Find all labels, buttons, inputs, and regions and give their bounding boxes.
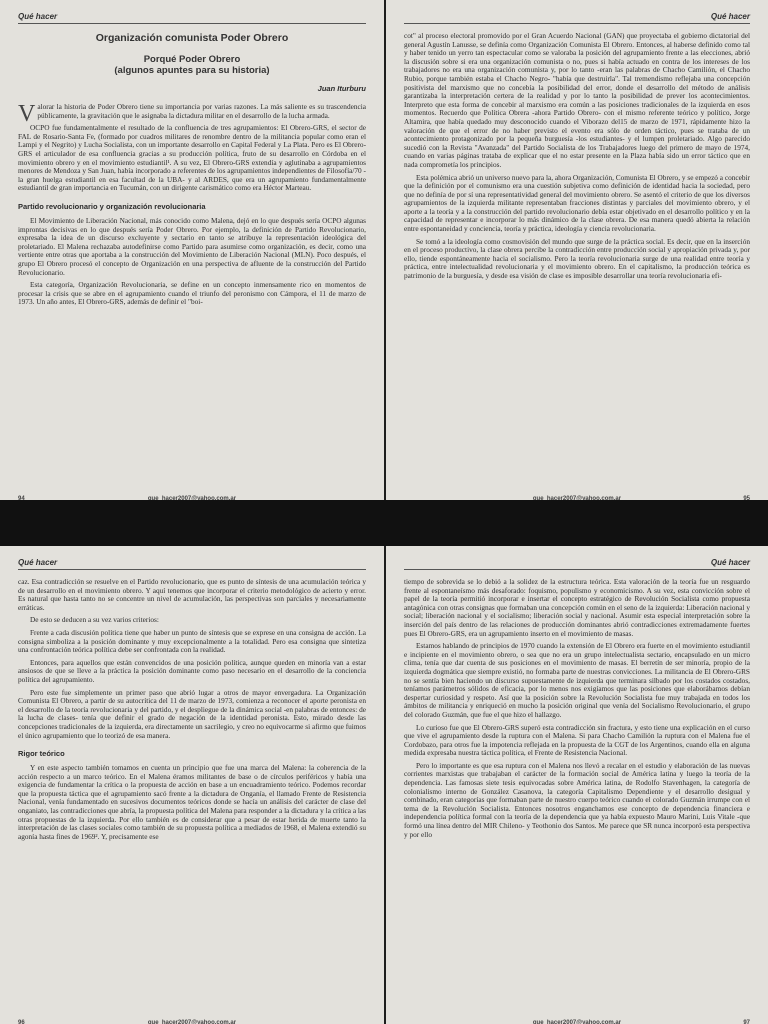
page-number: 96	[18, 1020, 25, 1024]
paragraph: caz. Esa contradicción se resuelve en el Partido revolucionario, que es punto de síntesis de una acumulación teórica y de un desarrollo en el movimiento obrero. Y aquí tenemos que incorporar el criterio metodológico de acierto y error. Es natural que hasta tanto no se concentre un nivel de acumulación, las perspectivas son parciales y necesariamente erráticas.	[18, 577, 366, 612]
paragraph: Esta polémica abrió un universo nuevo para la, ahora Organización, Comunista El Obrero, y se empezó a concebir que la definición por el comunismo era una cuestión subjetiva como definición de identidad hacia la sociedad, pero que no definía de por sí una representatividad general del movimiento obrero. Se asentó el criterio de que los diversos agrupamientos de la izquierda militante representaban fracciones distintas y parciales del movimiento obrero, y el aporte a la teoría y a la construcción del partido revolucionario debía estar objetivado en el desarrollo político y en la capacidad de representar e incorporar lo más dinámico de la clase obrera. De esa manera quedó abierta la relación entre espontaneidad y conciencia, teoría y práctica, ideología y ciencia revolucionaria.	[404, 172, 750, 234]
paragraph: Estamos hablando de principios de 1970 cuando la extensión de El Obrero era fuerte en el movimiento estudiantil e incipiente en el movimiento obrero, o sea que no era un grupo intelectualista sectario, encapsulado en un micro clima, tenía que dar cuenta de sus posiciones en el movimiento de masas. El berretín de ser minoría, propio de la izquierda dogmática que siempre existió, no formaba parte de nuestras convicciones. La militancia de El Obrero-GRS no se sentía bien haciendo un discurso supuestamente de izquierda que terminara silbado por los costados costados, teníamos parámetros sólidos de eficacia, por lo menos nos exigíamos que las posiciones que elaborábamos debían despertar curiosidad y respeto. Así que la posición sobre la Revolución Socialista fue muy trabajada en todos los ámbitos de militancia y enriqueció en mucho la posición original que venía del Socialismo Revolucionario, el grupo del colorado Guzmán, que fue el que hizo el hallazgo.	[404, 641, 750, 719]
running-header: Qué hacer	[18, 558, 366, 570]
paragraph: tiempo de sobrevida se lo debió a la solidez de la estructura teórica. Esta valoración de la teoría fue un resguardo frente al espontaneísmo más desaforado: foquismo, populismo y economicismo. A su vez, esta convicción sobre el papel de la teoría permitió incorporar e insertar el concepto estratégico de Revolución Socialista como propuesta antagónica con otras consignas que formaban una concepción común en el seno de la izquierda: Liberación nacional y social; liberación nacional y el socialismo; liberación social y nacional. Asumir esta especial interpretación sobre la inserción del país dentro de las relaciones de producción dominantes abrió contradicciones extremadamente fuertes pues El Obrero-GRS, era un agrupamiento inserto en el movimiento de masas.	[404, 577, 750, 638]
paragraph: Valorar la historia de Poder Obrero tiene su importancia por varias razones. La más saliente es su trascendencia públicamente, la gravitación que le asignaba la dictadura militar en el desarrollo de la lucha armada.	[18, 101, 366, 127]
paragraph: Se tomó a la ideología como cosmovisión del mundo que surge de la práctica social. Es decir, que en la inserción en el proceso productivo, la clase obrera percibe la contradicción entre producción social y apropiación privada y, por ello, tiende espontáneamente hacia el socialismo. Pero la teoría revolucionaria surge de una realidad entre teoría y práctica, entre intelectualidad revolucionaria y el movimiento obrero. En el capitalismo, la producción teórica es patrimonio de la burguesía, y desde esa visión de clase es imposible desarrollar una teoría revolucionaria efi-	[404, 236, 750, 281]
article-subtitle-2: (algunos apuntes para su historia)	[114, 65, 270, 76]
paragraph: El Movimiento de Liberación Nacional, más conocido como Malena, dejó en lo que después sería OCPO algunas improntas decisivas en lo que después sería Poder Obrero. Por ejemplo, la definición de Partido Revolucionario, expresaba la idea de un discurso excluyente y sectario en tanto se atribuye la representación ideológica del proletariado. El Malena rechazaba autodefinirse como Partido para asumirse como organización, es decir, como una vertiente entre otras que aportaba a la construcción del Movimiento de Liberación Nacional (MLN). Poco después, el grupo El Obrero procesó el concepto de Organización en una perspectiva de afluente de la construcción del Partido Revolucionario.	[18, 215, 366, 277]
paragraph: De esto se deducen a su vez varios criterios:	[30, 615, 159, 625]
paragraph: Pero lo importante es que esa ruptura con el Malena nos llevó a recalar en el estudio y elaboración de las nuevas corrientes marxistas que trabajaban el carácter de la formación social de América latina y luego la teoría de la dependencia. Las famosas siete tesis equivocadas sobre América latina, de Rodolfo Stavenhagen, la categoría de colonialismo interno de González Casanova, la categoría Capitalismo Dependiente y el desarrollo desigual y combinado, eran categorías que formaban parte de nuestro cuerpo teórico cuando el colorado Guzmán irrumpe con el tema de la Revolución Socialista. Entonces nosotros enganchamos ese concepto de dependencia financiera e independencia política formal con la teoría de la dependencia que ya había expuesto Mauro Marini, Luis Vitale -que formó una línea dentro del MIR Chileno- y Teothonio dos Santos. Me parece que SR nunca incorporó esta perspectiva y por ello	[404, 760, 750, 839]
running-header: Qué hacer	[404, 558, 750, 570]
paragraph: Esta categoría, Organización Revolucionaria, se define en un concepto inmensamente rico en momentos de procesar la crisis que se abre en el agrupamiento cuando el triunfo del peronismo con Cámpora, el 11 de marzo de 1973. Un año antes, El Obrero-GRS, además de definir el "boi-	[18, 280, 366, 307]
running-header: Qué hacer	[18, 12, 366, 24]
page-95	[386, 0, 768, 500]
footer-email: que_hacer2007@yahoo.com.ar	[147, 1020, 237, 1024]
page-number: 97	[743, 1020, 750, 1024]
paragraph: Y en este aspecto también tomamos en cuenta un principio que fue una marca del Malena: la coherencia de la acción respecto a un marco teórico. En el Malena éramos militantes de base o de círculos periféricos y había una exigencia de fundamentar la crítica o la propuesta de acción en base a un encuadramiento teórico. Podemos recordar que la propuesta táctica que el agrupamiento sacó frente a la dictadura de Onganía, el llamado Frente de Resistencia Nacional, venía fundamentado en sucesivos documentos teóricos donde se hacía un análisis del carácter de clase del onganiato, las contradicciones que abría, la propuesta política del Malena para responder a la dictadura y la crítica a las otras propuestas de la izquierda. Por ello también es de considerar que a pesar de estar herida de muerte tanto la interpretación de las clases sociales como también de su propuesta política a mediados de 1968, el Malena extendió su agonía hasta fines de 1969². Y, precisamente ese	[18, 763, 366, 841]
paragraph: Frente a cada discusión política tiene que haber un punto de síntesis que se exprese en una consigna de acción. La consigna simboliza a la posición dominante y muy excepcionalmente a la totalidad. Pero esa consigna que sintetiza una confrontación teórica política debe ser confrontada con la realidad.	[18, 627, 366, 655]
article-subtitle-1: Porqué Poder Obrero	[143, 54, 241, 65]
footer-email: que_hacer2007@yahoo.com.ar	[147, 496, 237, 500]
page-97	[386, 546, 768, 1024]
section-heading: Partido revolucionario y organización revolucionaria	[18, 201, 206, 211]
page-number: 94	[18, 496, 25, 500]
paragraph: Lo curioso fue que El Obrero-GRS superó esta contradicción sin fractura, y esto tiene una explicación en el curso que vive el agrupamiento desde la ruptura con el Malena. Si para Chacho Camilión la ruptura con el Malena fue el Cordobazo, para otros fue la impotencia reflejada en la propuesta de la CGT de los Argentinos, cuando ella en alguna medida expresaba nuestra táctica política, el Frente de Resistencia Nacional.	[404, 722, 750, 758]
footer-email: que_hacer2007@yahoo.com.ar	[532, 496, 622, 500]
scan-gap	[0, 500, 768, 546]
paragraph: OCPO fue fundamentalmente el resultado de la confluencia de tres agrupamientos: El Obrero-GRS, el sector de FAL de Rosario-Santa Fe, (formado por cuadros militares de renombre dentro de la militancia popular como eran el Lampi y el Negrito) y Lucha Socialista, con un importante desarrollo en Capital Federal y La Plata. Pero es El Obrero-GRS el articulador de esa confluencia gracias a su producción política, fruto de su desarrollo en Córdoba en el movimiento obrero y en el movimiento estudiantil¹. A su vez, El Obrero-GRS extendía y aglutinaba a agrupamientos menores de Mendoza y San Juan, había incorporado a referentes de los agrupamientos independientes de Filosofía/70 -la gran huelga estudiantil en esa facultad de la UBA- y al ARDES, que era un agrupamiento fundamentalmente estudiantil de gran importancia en Tucumán, con un dirigente carismático como era Héctor Marteau.	[18, 123, 366, 193]
page-number: 95	[743, 496, 750, 500]
page-96	[0, 546, 384, 1024]
paragraph: Pero este fue simplemente un primer paso que abrió lugar a otros de mayor envergadura. La Organización Comunista El Obrero, a partir de su autocrítica del 11 de marzo de 1973, comienza a reconocer el aporte peronista en el desarrollo de la teoría revolucionaria y del partido, y el despliegue de la dinámica social -en palabras de entonces: de la lucha de clases- tenía que definir el grado de negación de la identidad peronista. Esto, mirado desde las concepciones tradicionales de la izquierda, era directamente un sacrilegio, y creo no equivocarme si afirmo que fuimos el único agrupamiento que lo teorizó de esa manera.	[18, 687, 366, 740]
page-94	[0, 0, 384, 500]
author-name: Juan Iturburu	[317, 84, 366, 93]
article-title: Organización comunista Poder Obrero	[95, 32, 289, 44]
footer-email: que_hacer2007@yahoo.com.ar	[532, 1020, 622, 1024]
paragraph: cot" al proceso electoral promovido por el Gran Acuerdo Nacional (GAN) que proyectaba el gobierno dictatorial del general Agustín Lanusse, se definía como Organización Comunista El Obrero. Entonces, al haberse definido como tal y haber tenido un yerro tan espectacular como se valoraba la posición del agrupamiento frente a las elecciones, abrió la discusión sobre si era una organización comunista o no, pues si había actuado en contra de los intereses de los trabajadores no era una organización comunista y, por lo tanto -eran las palabras de Chacho Camilión, el Chacho Rubio, porque también estaba el Chacho Negro- "había que destruirla". Tal tremendismo reflejaba una concepción positivista del marxismo que no concebía la posibilidad del error, donde el desarrollo del método de análisis garantizaba la interpretación certera de la realidad y por lo tanto la posibilidad de prever los acontecimientos. Interpreto que esta forma de concebir al marxismo era común a las posiciones tradicionales de la izquierda en esos momentos. Recuerdo que Política Obrera -ahora Partido Obrero- con el mismo referente teórico y político, Jorge Altamira, que había quedado muy desconocido cuando el Viborazo del15 de marzo de 1971, rápidamente hizo la valoración de que el error de no haber previsto el evento era sólo de orden táctico, pues se trataba de un acontecimiento protagonizado por la pequeña burguesía -los estudiantes- y el lumpen proletariado. Algo parecido sucedió con la Revista "Avanzada" del Partido Socialista de los Trabajadores luego del primero de mayo de 1974, cuando en varias páginas trataba de explicar que el no estar presente en la Plaza había sido un error táctico que en nada comprometía los principios.	[404, 31, 750, 169]
section-heading: Rigor teórico	[18, 749, 65, 759]
running-header: Qué hacer	[404, 12, 750, 24]
paragraph: Entonces, para aquellos que están convencidos de una posición política, aunque queden en minoría van a estar ansiosos de que se lleve a la práctica la posición dominante como paso necesario en el desarrollo de la conciencia política del agrupamiento.	[18, 657, 366, 684]
